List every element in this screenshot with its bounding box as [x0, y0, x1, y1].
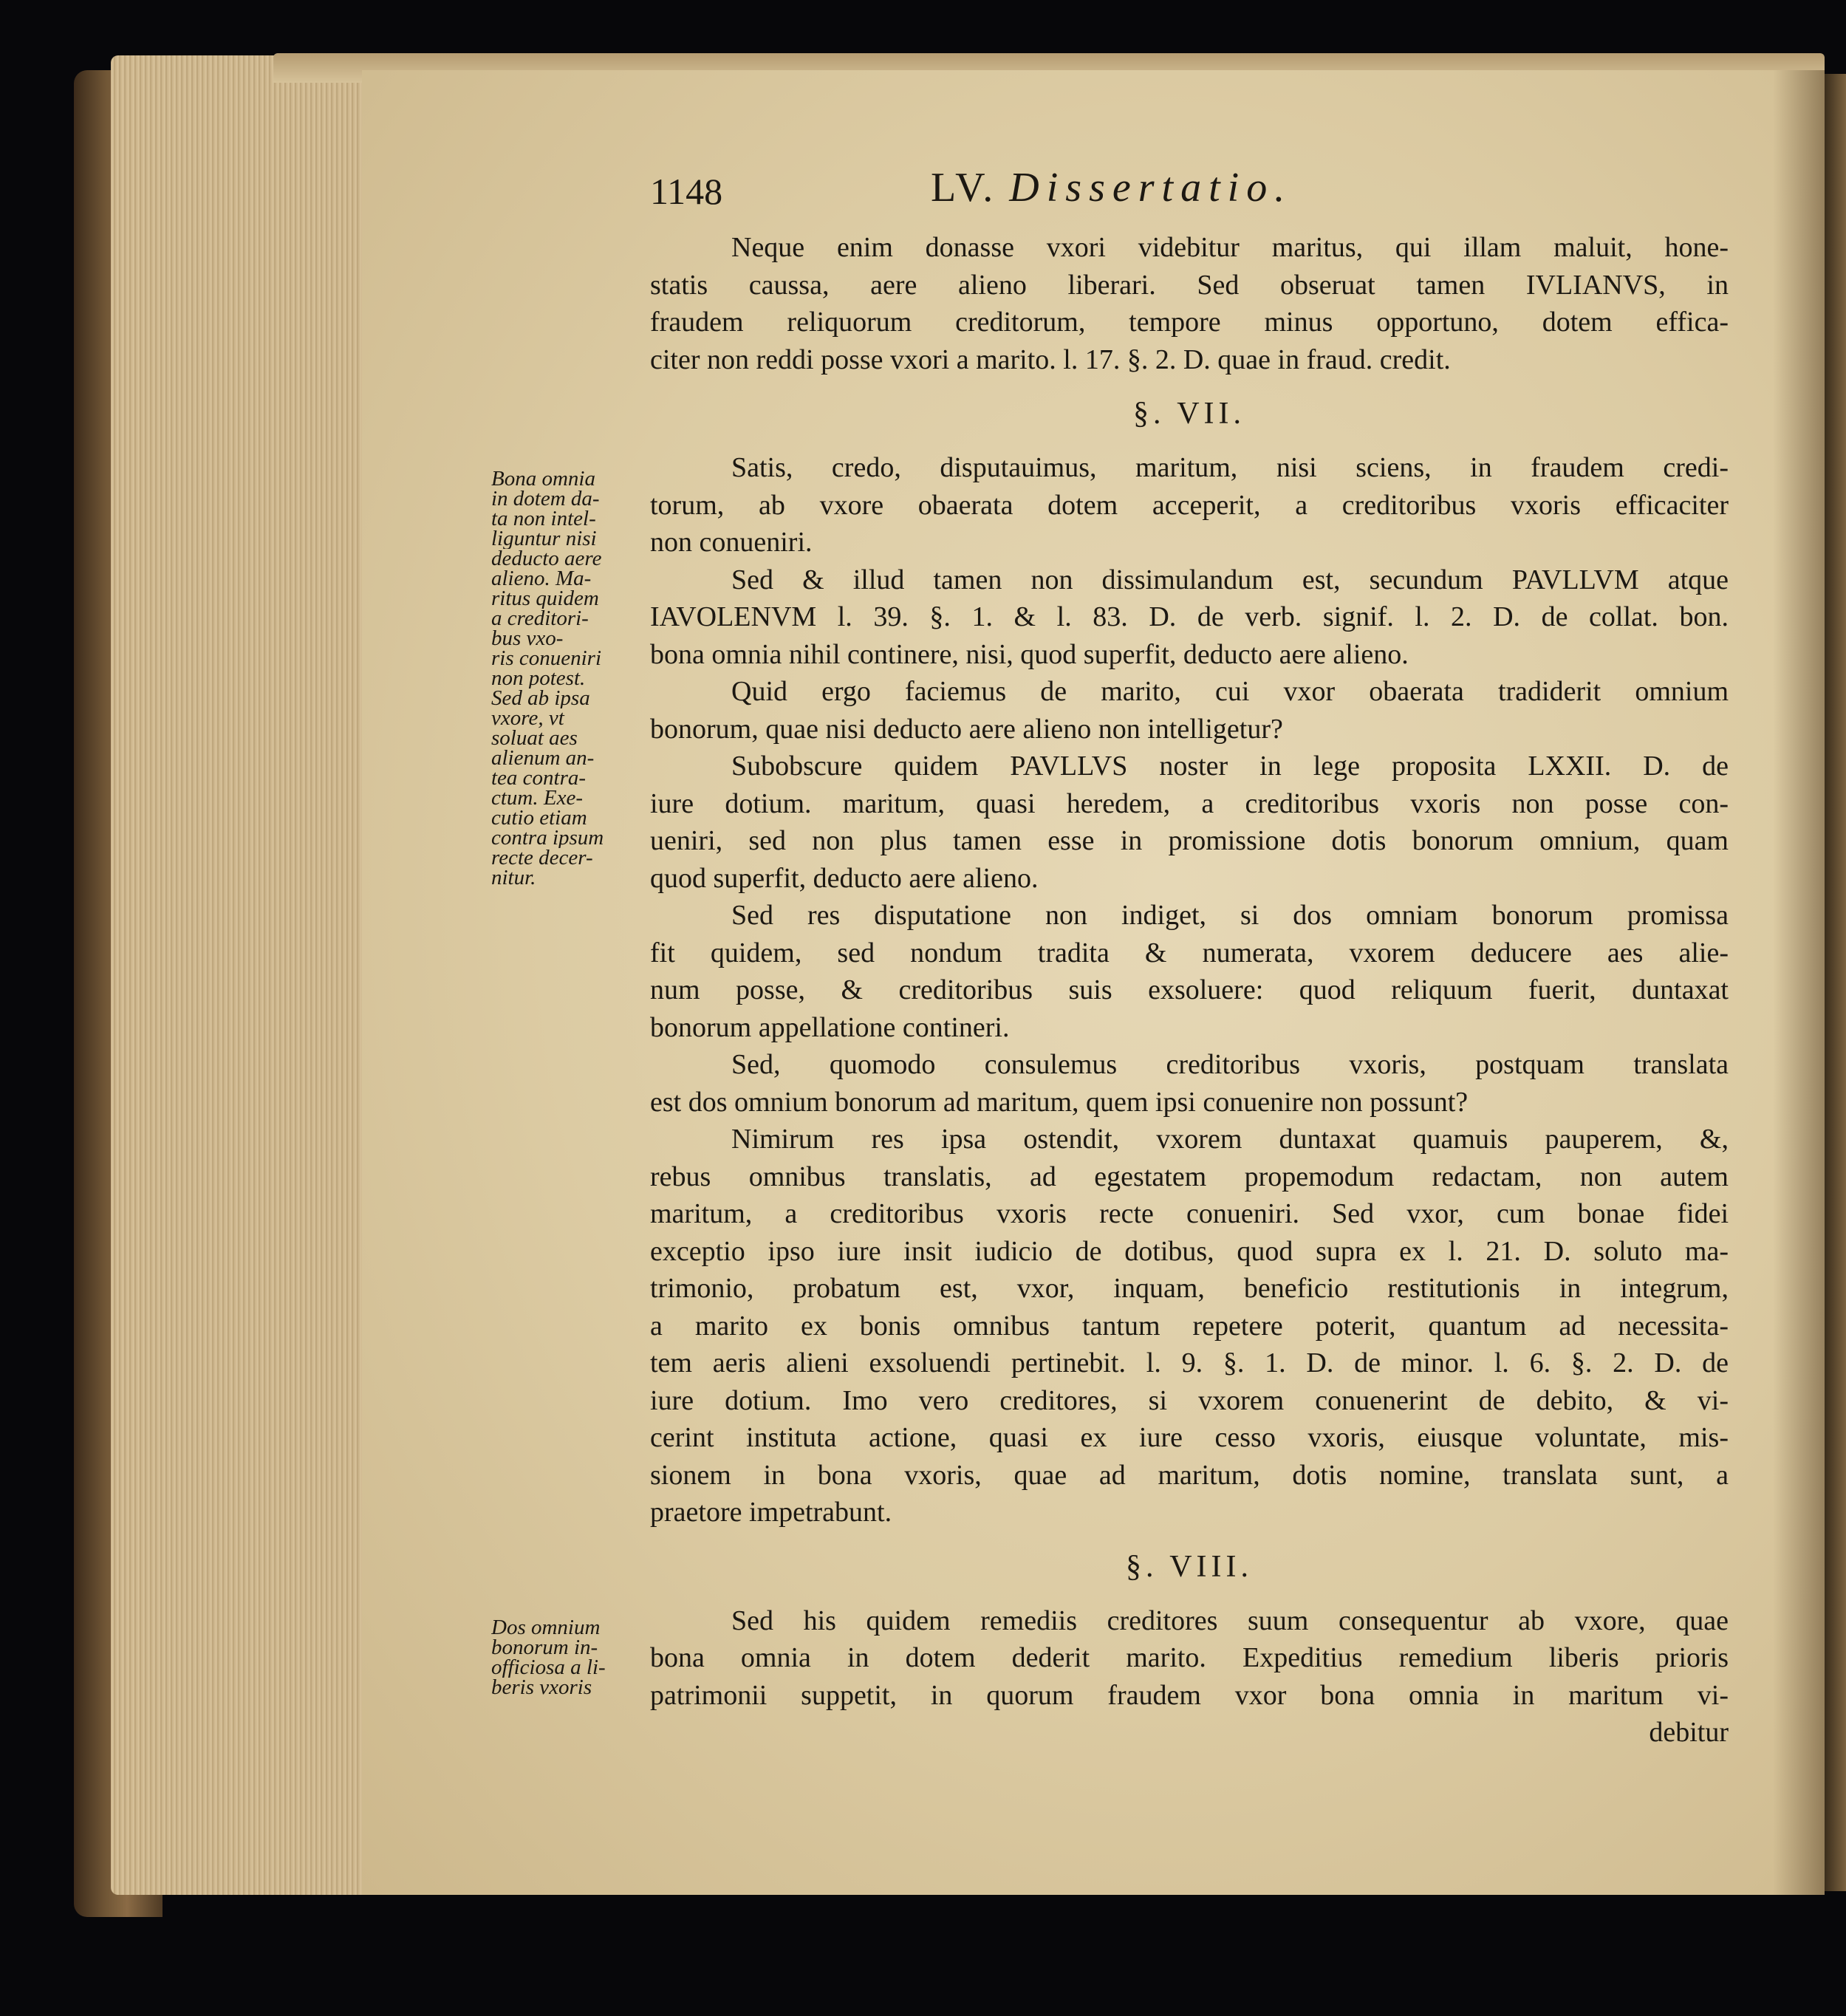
- margin-note-line: contra ipsum: [491, 828, 604, 848]
- text-line: citer non reddi posse vxori a marito. l. 17. §. 2. D. quae in fraud. credit.: [650, 344, 1451, 375]
- text-line: IAVOLENVM l. 39. §. 1. & l. 83. D. de verb. signif. l. 2. D. de collat. bon.: [650, 601, 1729, 632]
- margin-note-line: Dos omnium: [491, 1618, 601, 1638]
- margin-note-1: [491, 469, 650, 888]
- margin-note-line: vxore, vt: [491, 708, 564, 728]
- body-text: [650, 229, 1729, 1752]
- text-line: Nimirum res ipsa ostendit, vxorem duntaxat quamuis pauperem, &,: [731, 1124, 1729, 1155]
- text-line: maritum, a creditoribus vxoris recte conueniri. Sed vxor, cum bonae fidei: [650, 1198, 1729, 1229]
- margin-note-line: tea contra-: [491, 768, 587, 788]
- text-line: sionem in bona vxoris, quae ad maritum, dotis nomine, translata sunt, a: [650, 1459, 1729, 1491]
- text-line: rebus omnibus translatis, ad egestatem propemodum redactam, non autem: [650, 1161, 1729, 1192]
- facing-page-edge: [1825, 74, 1846, 1891]
- text-line: bona omnia in dotem dederit marito. Expeditius remedium liberis prioris: [650, 1642, 1729, 1673]
- text-line: ueniri, sed non plus tamen esse in promissione dotis bonorum omnium, quam: [650, 825, 1729, 856]
- text-line: torum, ab vxore obaerata dotem acceperit, a creditoribus vxoris efficaciter: [650, 489, 1729, 521]
- running-head-prefix: LV.: [931, 165, 997, 211]
- running-head: [931, 164, 1292, 211]
- margin-note-line: a creditori-: [491, 609, 589, 629]
- margin-note-line: non potest.: [491, 669, 586, 688]
- margin-note-line: nitur.: [491, 868, 536, 888]
- section-heading: §. VIII.: [1125, 1549, 1254, 1584]
- text-line: tem aeris alieni exsoluendi pertinebit. l. 9. §. 1. D. de minor. l. 6. §. 2. D. de: [650, 1347, 1729, 1378]
- text-line: fraudem reliquorum creditorum, tempore minus opportuno, dotem effica-: [650, 307, 1729, 338]
- text-line: praetore impetrabunt.: [650, 1497, 892, 1528]
- text-line: Sed, quomodo consulemus creditoribus vxoris, postquam translata: [731, 1049, 1729, 1080]
- margin-note-line: alienum an-: [491, 748, 595, 768]
- main-text: [650, 155, 1729, 1752]
- text-line: Sed his quidem remediis creditores suum consequentur ab vxore, quae: [731, 1605, 1729, 1636]
- margin-note-line: bus vxo-: [491, 629, 564, 649]
- text-line: non conueniri.: [650, 527, 813, 558]
- text-line: num posse, & creditoribus suis exsoluere: quod reliquum fuerit, duntaxat: [650, 974, 1729, 1005]
- margin-note-line: alieno. Ma-: [491, 569, 592, 589]
- margin-note-line: liguntur nisi: [491, 529, 597, 549]
- text-line: Quid ergo faciemus de marito, cui vxor obaerata tradiderit omnium: [731, 676, 1729, 707]
- text-line: bonorum, quae nisi deducto aere alieno non intelligetur?: [650, 713, 1283, 745]
- text-line: a marito ex bonis omnibus tantum repetere poterit, quantum ad necessita-: [650, 1310, 1729, 1342]
- text-line: statis caussa, aere alieno liberari. Sed obseruat tamen IVLIANVS, in: [650, 269, 1729, 301]
- text-line: cerint instituta actione, quasi ex iure cesso vxoris, eiusque voluntate, mis-: [650, 1422, 1729, 1453]
- text-line: Subobscure quidem PAVLLVS noster in lege proposita LXXII. D. de: [731, 751, 1729, 782]
- page-header: [650, 155, 1729, 229]
- running-head-word: Dissertatio.: [1009, 165, 1293, 211]
- text-line: iure dotium. Imo vero creditores, si vxorem conuenerint de debito, & vi-: [650, 1384, 1729, 1416]
- margin-note-line: Sed ab ipsa: [491, 688, 590, 708]
- margin-note-line: officiosa a li-: [491, 1658, 606, 1678]
- section-heading: §. VII.: [1132, 397, 1246, 431]
- page-gutter-shadow: [1773, 70, 1825, 1895]
- margin-note-line: in dotem da-: [491, 489, 600, 509]
- margin-note-line: ctum. Exe-: [491, 788, 583, 808]
- text-line: Sed res disputatione non indiget, si dos omniam bonorum promissa: [731, 900, 1729, 931]
- page-number: 1148: [650, 171, 723, 212]
- margin-note-line: ta non intel-: [491, 509, 596, 529]
- text-line: fit quidem, sed nondum tradita & numerata, vxorem deducere aes alie-: [650, 937, 1729, 968]
- text-line: quod superfit, deducto aere alieno.: [650, 862, 1039, 894]
- margin-note-line: beris vxoris: [491, 1678, 592, 1698]
- text-line: Sed & illud tamen non dissimulandum est, secundum PAVLLVM atque: [731, 564, 1729, 595]
- margin-note-line: recte decer-: [491, 848, 593, 868]
- text-line: exceptio ipso iure insit iudicio de dotibus, quod supra ex l. 21. D. soluto ma-: [650, 1235, 1729, 1267]
- page-stack-edge: [111, 55, 369, 1895]
- catchword: debitur: [1649, 1717, 1729, 1748]
- margin-note-line: Bona omnia: [491, 469, 595, 489]
- margin-note-line: ritus quidem: [491, 589, 599, 609]
- text-line: bonorum appellatione contineri.: [650, 1011, 1010, 1043]
- margin-note-2: [491, 1618, 650, 1698]
- text-line: trimonio, probatum est, vxor, inquam, beneficio restitutionis in integrum,: [650, 1273, 1729, 1304]
- margin-note-line: deducto aere: [491, 549, 602, 569]
- margin-note-line: bonorum in-: [491, 1638, 598, 1658]
- text-line: Neque enim donasse vxori videbitur maritus, qui illam maluit, hone-: [731, 232, 1729, 263]
- text-line: est dos omnium bonorum ad maritum, quem ipsi conuenire non possunt?: [650, 1086, 1469, 1118]
- text-line: bona omnia nihil continere, nisi, quod superfit, deducto aere alieno.: [650, 638, 1409, 670]
- margin-note-line: cutio etiam: [491, 808, 587, 828]
- text-line: Satis, credo, disputauimus, maritum, nisi sciens, in fraudem credi-: [731, 452, 1729, 483]
- text-line: iure dotium. maritum, quasi heredem, a creditoribus vxoris non posse con-: [650, 787, 1729, 819]
- text-line: patrimonii suppetit, in quorum fraudem vxor bona omnia in maritum vi-: [650, 1679, 1729, 1711]
- margin-note-line: soluat aes: [491, 728, 578, 748]
- margin-note-line: ris conueniri: [491, 649, 602, 669]
